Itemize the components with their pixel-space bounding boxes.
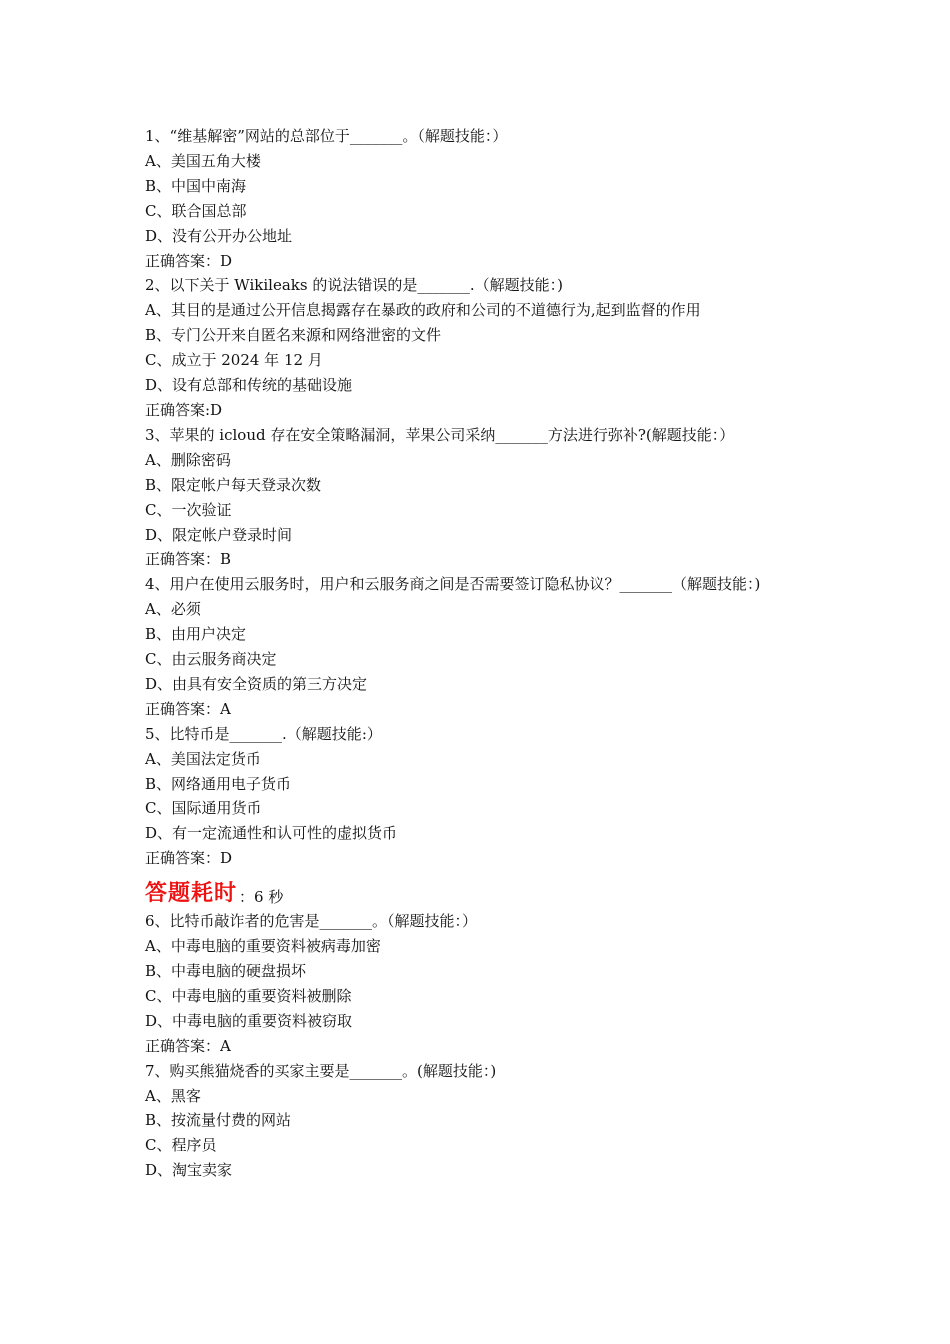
question-stem: 2、以下关于 Wikileaks 的说法错误的是_______.（解题技能：) [145, 276, 563, 295]
option-a: A、中毒电脑的重要资料被病毒加密 [145, 937, 381, 956]
question-4 [145, 572, 815, 721]
option-b: B、专门公开来自匿名来源和网络泄密的文件 [145, 326, 442, 345]
option-c: C、程序员 [145, 1136, 217, 1155]
correct-answer: 正确答案:D [145, 400, 223, 419]
option-a: A、其目的是通过公开信息揭露存在暴政的政府和公司的不道德行为,起到监督的作用 [145, 301, 701, 320]
option-b: B、限定帐户每天登录次数 [145, 475, 322, 494]
question-3 [145, 423, 815, 572]
question-stem: 5、比特币是_______.（解题技能:） [145, 724, 382, 743]
option-a: A、美国法定货币 [145, 749, 261, 768]
question-stem: 4、用户在使用云服务时，用户和云服务商之间是否需要签订隐私协议？_______（解题技能：) [145, 575, 761, 594]
correct-answer: 正确答案：B [145, 550, 232, 569]
option-a: A、黑客 [145, 1086, 201, 1105]
option-c: C、中毒电脑的重要资料被删除 [145, 986, 352, 1005]
option-b: B、网络通用电子货币 [145, 774, 292, 793]
correct-answer: 正确答案：D [145, 251, 233, 270]
option-d: D、限定帐户登录时间 [145, 525, 293, 544]
option-d: D、由具有安全资质的第三方决定 [145, 674, 368, 693]
option-d: D、淘宝卖家 [145, 1161, 233, 1180]
answer-time [145, 871, 815, 909]
answer-time-label: 答题耗时 [145, 881, 238, 907]
option-c: C、成立于 2024 年 12 月 [145, 351, 323, 370]
question-1 [145, 124, 815, 273]
question-stem: 3、苹果的 icloud 存在安全策略漏洞，苹果公司采纳_______方法进行弥补?(解题技能：） [145, 425, 735, 444]
option-d: D、中毒电脑的重要资料被窃取 [145, 1011, 353, 1030]
correct-answer: 正确答案：A [145, 699, 231, 718]
question-stem: 6、比特币敲诈者的危害是_______。（解题技能：） [145, 912, 478, 931]
option-c: C、国际通用货币 [145, 799, 262, 818]
option-b: B、按流量付费的网站 [145, 1111, 292, 1130]
option-b: B、由用户决定 [145, 625, 247, 644]
quiz-content [145, 124, 815, 1183]
question-7 [145, 1059, 815, 1184]
question-2 [145, 273, 815, 422]
correct-answer: 正确答案：A [145, 1036, 231, 1055]
option-a: A、删除密码 [145, 450, 231, 469]
option-d: D、没有公开办公地址 [145, 226, 293, 245]
option-c: C、由云服务商决定 [145, 650, 277, 669]
correct-answer: 正确答案：D [145, 849, 233, 868]
option-b: B、中国中南海 [145, 176, 247, 195]
option-d: D、有一定流通性和认可性的虚拟货币 [145, 824, 398, 843]
option-a: A、美国五角大楼 [145, 151, 261, 170]
answer-time-value: ：6 秒 [239, 888, 284, 907]
question-6 [145, 909, 815, 1058]
option-d: D、设有总部和传统的基础设施 [145, 376, 353, 395]
question-stem: 1、“维基解密”网站的总部位于_______。（解题技能：） [145, 127, 508, 145]
option-c: C、联合国总部 [145, 201, 247, 220]
question-5 [145, 722, 815, 871]
option-a: A、必须 [145, 600, 201, 619]
question-stem: 7、购买熊猫烧香的买家主要是_______。(解题技能：) [145, 1061, 497, 1080]
option-b: B、中毒电脑的硬盘损坏 [145, 962, 307, 980]
option-c: C、一次验证 [145, 500, 232, 519]
